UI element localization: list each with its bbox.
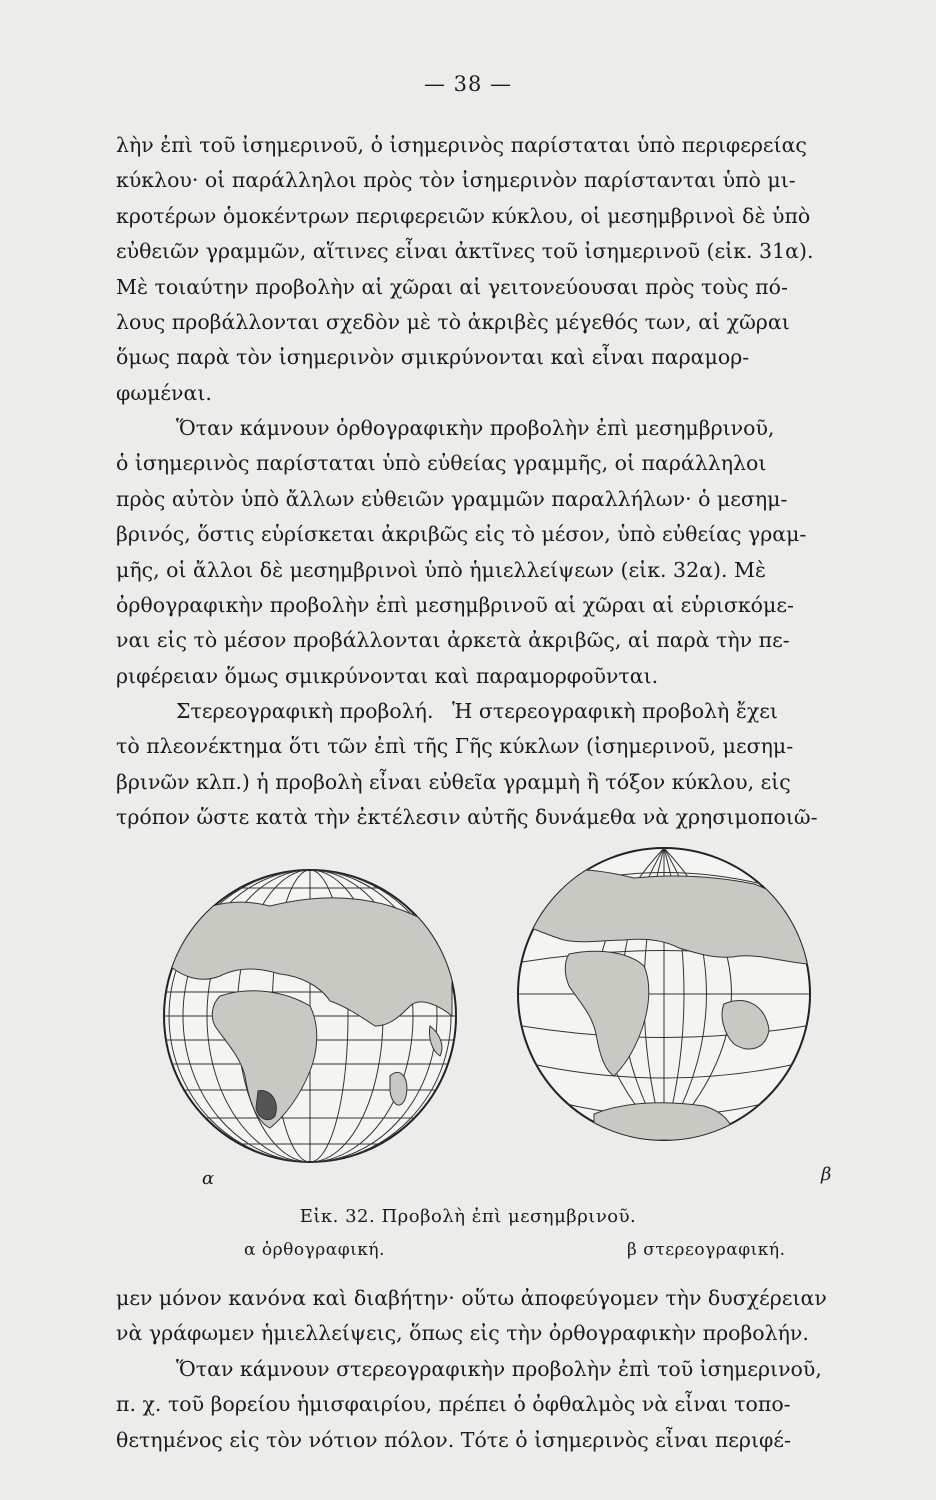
text-line: ναι εἰς τὸ μέσον προβάλλονται ἀρκετὰ ἀκριβῶς, αἱ παρὰ τὴν πε- [116,628,790,653]
figure-label-alpha: α [202,1168,215,1189]
section-heading: Στερεογραφικὴ προβολή. [176,699,434,723]
text-line [116,694,900,729]
orthographic-globe-illustration [160,866,460,1166]
text-line: Ὅταν κάμνουν στερεογραφικὴν προβολὴν ἐπὶ τοῦ ἰσημερινοῦ, [176,1356,822,1381]
text-line: μεν μόνον κανόνα καὶ διαβήτην· οὕτω ἀποφεύγομεν τὴν δυσχέρειαν [116,1286,827,1310]
text-span: Ἡ στερεογραφικὴ προβολὴ ἔχει [452,699,778,723]
text-line: μῆς, οἱ ἄλλοι δὲ μεσημβρινοὶ ὑπὸ ἡμιελλείψεων (εἰκ. 32α). Μὲ [116,557,766,582]
paragraph-3 [116,694,900,836]
figure-sub-caption-left: α ὀρθογραφική. [244,1240,385,1260]
text-line: κύκλου· οἱ παράλληλοι πρὸς τὸν ἰσημερινὸν παρίστανται ὑπὸ μι- [116,168,796,193]
text-line: π. χ. τοῦ βορείου ἡμισφαιρίου, πρέπει ὁ ὀφθαλμὸς νὰ εἶναι τοπο- [116,1392,791,1417]
text-line: εὐθειῶν γραμμῶν, αἵτινες εἶναι ἀκτῖνες τοῦ ἰσημερινοῦ (εἰκ. 31α). [116,239,814,264]
text-line: βρινός, ὅστις εὑρίσκεται ἀκριβῶς εἰς τὸ μέσον, ὑπὸ εὐθείας γραμ- [116,522,807,547]
page-number: — 38 — [423,72,513,96]
text-line: βρινῶν κλπ.) ἡ προβολὴ εἶναι εὐθεῖα γραμμὴ ἢ τόξον κύκλου, εἰς [116,769,791,794]
text-line: θετημένος εἰς τὸν νότιον πόλον. Τότε ὁ ἰσημερινὸς εἶναι περιφέ- [116,1427,791,1452]
text-line: νὰ γράφωμεν ἡμιελλείψεις, ὅπως εἰς τὴν ὀρθογραφικὴν προβολήν. [116,1321,809,1346]
text-line: ὀρθογραφικὴν προβολὴν ἐπὶ μεσημβρινοῦ αἱ χῶραι αἱ εὑρισκόμε- [116,593,794,618]
text-line: κροτέρων ὁμοκέντρων περιφερειῶν κύκλου, οἱ μεσημβρινοὶ δὲ ὑπὸ [116,203,811,228]
text-line: Ὅταν κάμνουν ὀρθογραφικὴν προβολὴν ἐπὶ μεσημβρινοῦ, [176,416,775,440]
text-line: Μὲ τοιαύτην προβολὴν αἱ χῶραι αἱ γειτονεύουσαι πρὸς τοὺς πό- [116,274,788,299]
text-line: λους προβάλλονται σχεδὸν μὲ τὸ ἀκριβὲς μέγεθός των, αἱ χῶραι [116,310,790,335]
paragraph-4 [116,1281,900,1458]
paragraph-2 [116,411,900,694]
stereographic-globe-illustration [514,844,814,1144]
figure-label-beta: β [821,1164,832,1185]
text-line: τρόπον ὥστε κατὰ τὴν ἐκτέλεσιν αὐτῆς δυνάμεθα νὰ χρησιμοποιῶ- [116,805,818,830]
text-line: φωμέναι. [116,380,212,405]
text-line: ὁ ἰσημερινὸς παρίσταται ὑπὸ εὐθείας γραμμῆς, οἱ παράλληλοι [116,451,767,476]
figure-caption: Εἰκ. 32. Προβολὴ ἐπὶ μεσημβρινοῦ. [299,1206,637,1227]
paragraph-1 [116,128,900,411]
figure-sub-caption-right: β στερεογραφική. [627,1240,786,1260]
text-line: ὅμως παρὰ τὸν ἰσημερινὸν σμικρύνονται καὶ εἶναι παραμορ- [116,345,750,370]
figure-globes [180,822,880,1222]
text-line: ριφέρειαν ὅμως σμικρύνονται καὶ παραμορφοῦνται. [116,663,659,688]
text-line: πρὸς αὐτὸν ὑπὸ ἄλλων εὐθειῶν γραμμῶν παραλλήλων· ὁ μεσημ- [116,486,788,511]
text-line: τὸ πλεονέκτημα ὅτι τῶν ἐπὶ τῆς Γῆς κύκλων (ἰσημερινοῦ, μεσημ- [116,734,794,759]
text-line: λὴν ἐπὶ τοῦ ἰσημερινοῦ, ὁ ἰσημερινὸς παρίσταται ὑπὸ περιφερείας [116,133,807,157]
